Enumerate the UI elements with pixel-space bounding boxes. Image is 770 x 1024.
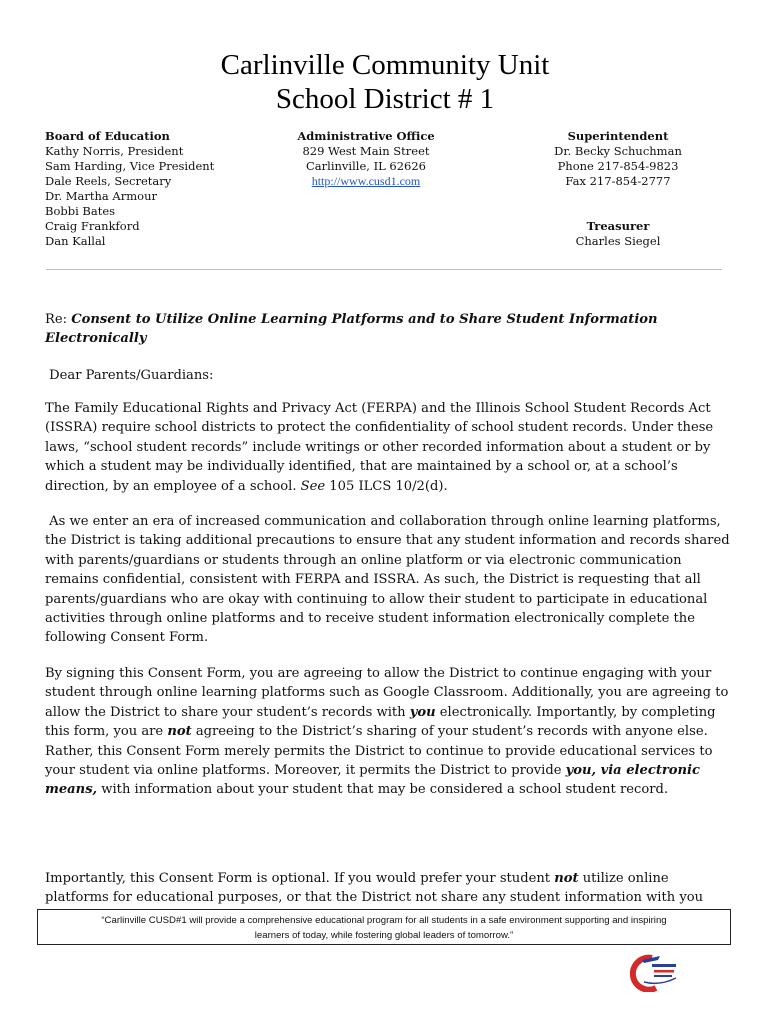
re-subject-line2: Electronically	[45, 331, 147, 347]
board-of-education	[45, 129, 214, 249]
board-member: Dr. Martha Armour	[45, 189, 157, 203]
treasurer-name: Charles Siegel	[575, 234, 661, 248]
p2-text: As we enter an era of increased communication and collaboration through online learning platforms, the District is taking additional precautions to ensure that any student information and records shared with parents/guardians or students through an online platform or via electronic communication remains confidential, consistent with FERPA and ISSRA. As such, the District is requesting that all parents/guardians who are okay with continuing to allow their student to participate in educational activities through online platforms and to receive student information electronically complete the following Consent Form.	[45, 514, 730, 646]
office-city: Carlinville, IL 62626	[306, 159, 426, 173]
district-title-line1: Carlinville Community Unit	[220, 49, 550, 81]
administrative-office	[276, 129, 456, 189]
superintendent-block	[538, 129, 698, 189]
p3-you: you	[409, 704, 436, 720]
superintendent-name: Dr. Becky Schuchman	[554, 144, 682, 158]
p1-see: See	[300, 478, 326, 494]
p3-not: not	[167, 724, 192, 740]
board-heading: Board of Education	[45, 129, 170, 143]
p3-you-electronic: you, via electronic means,	[45, 763, 700, 798]
superintendent-phone: Phone 217-854-9823	[557, 159, 679, 173]
salutation-text: Dear Parents/Guardians:	[49, 368, 214, 383]
p3-b: electronically. Importantly, by completing this form, you are	[45, 704, 716, 740]
district-logo-icon	[630, 952, 682, 992]
header-divider	[46, 269, 722, 270]
treasurer-heading: Treasurer	[586, 219, 650, 233]
board-member: Dale Reels, Secretary	[45, 174, 172, 188]
motto-line1: “Carlinville CUSD#1 will provide a comprehensive educational program for all students in a safe environment supporting and inspiring	[101, 915, 667, 926]
p4-b: utilize online platforms for educational purposes, or that the District not share any student information with you	[45, 871, 704, 906]
board-member: Sam Harding, Vice President	[45, 159, 215, 173]
p1-text: The Family Educational Rights and Privacy Act (FERPA) and the Illinois School Student Records Act (ISSRA) require school districts to protect the confidentiality of school student records. Under these laws, “school student records” include writings or other recorded information about a student or by which a student may be individually identified, that are maintained by a school or, at a school’s direction, by an employee of a school.	[45, 401, 714, 494]
paragraph-ferpa	[45, 399, 735, 496]
p4-a: Importantly, this Consent Form is optional. If you would prefer your student	[45, 871, 555, 886]
p1-cite: 105 ILCS 10/2(d).	[325, 478, 448, 494]
re-prefix: Re:	[45, 312, 72, 327]
board-member: Bobbi Bates	[45, 204, 116, 218]
motto-line2: learners of today, while fostering global leaders of tomorrow.”	[254, 930, 514, 941]
paragraph-optional	[45, 869, 735, 908]
p3-a: By signing this Consent Form, you are agreeing to allow the District to continue engaging with your student through online learning platforms such as Google Classroom. Additionally, you are agreeing to allow the District to share your student’s records with	[45, 666, 729, 720]
superintendent-heading: Superintendent	[567, 129, 669, 143]
p3-c: agreeing to the District’s sharing of your student’s records with anyone else. Rather, this Consent Form merely permits the District to continue to provide educational services to your student via online platforms. Moreover, it permits the District to provide	[45, 724, 713, 779]
re-subject-line1: Consent to Utilize Online Learning Platforms and to Share Student Information	[71, 312, 658, 327]
p3-d: with information about your student that may be considered a school student record.	[97, 782, 669, 798]
district-website-link[interactable]: http://www.cusd1.com	[311, 174, 421, 188]
salutation	[45, 366, 735, 385]
board-member: Dan Kallal	[45, 234, 106, 248]
paragraph-online-learning	[45, 512, 735, 648]
treasurer-block	[538, 219, 698, 249]
board-member: Craig Frankford	[45, 219, 140, 233]
board-member: Kathy Norris, President	[45, 144, 184, 158]
p4-not: not	[554, 871, 579, 886]
re-line	[45, 310, 735, 349]
paragraph-consent	[45, 664, 735, 800]
office-street: 829 West Main Street	[302, 144, 430, 158]
district-title-line2: School District # 1	[275, 83, 495, 115]
district-motto-box	[37, 909, 731, 945]
office-heading: Administrative Office	[297, 129, 435, 143]
superintendent-fax: Fax 217-854-2777	[565, 174, 671, 188]
